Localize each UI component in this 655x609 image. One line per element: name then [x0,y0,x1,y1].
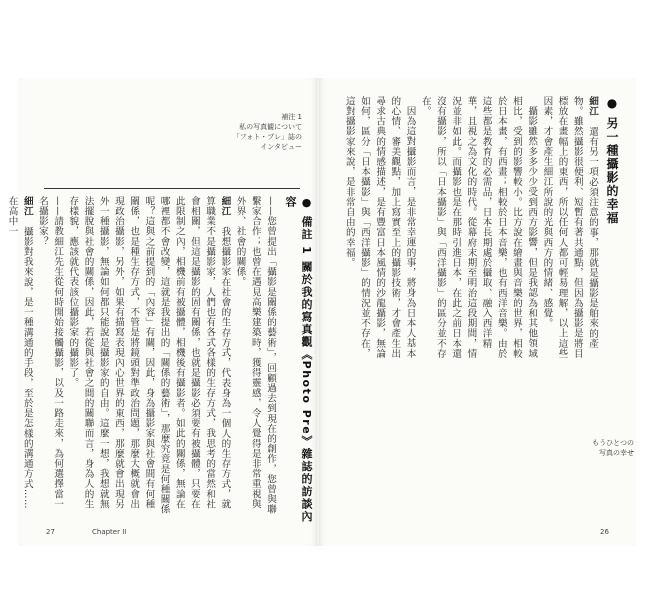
right-paragraph-2: 攝影雖然多多少少受到西方影響，但是我認為和其他領域相比，受到的影響較小。比方說在繪畫與音樂的世界，相較於日本畫，有西畫；相較於日本音樂，也有西洋音樂。由於這些都是教育的必需品，日本長期處於攝取、融入西洋精華，且視之為文化的時代。從幕府末期至明治這段期間，情況並非如此。而攝影也是在那時引進日本，在此之前日本還沒有攝影，所以「日本攝影」與「西洋攝影」的區分並不存在。 [419,96,538,359]
left-paragraph-4: 細江 攝影對我來說，是一種溝通的手段，至於是怎樣的溝通方式……在高中一 [6,196,33,510]
right-paragraph-1: 細江 還有另一項必須注意的事，那就是攝影是舶來的產物。雖然攝影很便利、短暫有著共通點，但因為攝影是將目標放在畫幅上的東西，所以任何人都可輕易理解，以上這些因素，才會產生細江所說的光與西方的情緒、感覺。 [541,96,598,359]
right-page-number: 26 [600,528,609,536]
left-rule [44,188,300,189]
left-chapter-label: Chapter II [92,528,127,536]
right-paragraph-3: 因為這對攝影而言，是非常幸運的事，將身為日本人基本的心情、審美觀點，加上寫實至上的攝影技術，才會產生出尋求古典的情感描述，是有豐富日本風情的沙龍攝影，無論如何，區分「日本攝影」與「西洋攝影」的情況並不存在，這對攝影家來說，是非常自由的幸福。 [343,96,416,359]
left-sidebar-note: 補注 1 私の写真観について 「フォト・プレ」誌の インタビュー [232,113,302,151]
right-page-body [343,96,600,368]
right-running-head: もうひとつの 写真の幸せ [592,439,634,457]
left-paragraph-1: ——您曾提出「攝影是關係的藝術」，回顧過去到現在的創作，您曾與聯繫家合作；也曾在遇見高樂建築時，獲得靈感，令人覺得是非常重視與外界、社會的關係。 [234,196,276,515]
left-page-body [6,196,278,518]
book-gutter [316,78,320,546]
right-section-heading: ● 另一種攝影的幸福 [605,96,619,226]
left-paragraph-2: 細江 我想攝影家在社會的生存方式，代表身為一個人的生存方式，就算職業不是攝影家，人們也有各式各樣的生存方式，我思考的當然和社會相關，但這是攝影的固有關係，也就是攝影必須要有被攝體，只要在此限制之內，相機前有被攝體，相機後有攝影者。如此的關係，無論在哪裡都不會改變，這就是我提出的「關係的藝術」，那麼究竟是何種關係呢？這與之前提到的「內容」有關，因此，身為攝影家與社會間有何種關係，也是種生存方式，不管是將鏡頭對準政治問題，那麼大概就會出現政治攝影，另外，如果有描寫表現內心世界的東西，那麼就會出現另外一種攝影，無論如何都只能說是攝影家的自由。這麼一想，我想就無法擺脫與社會的關係，因此，若從與社會之間的關聯而言，身為人的生存樣貌，應該就代表該位攝影家的攝影了。 [67,196,231,515]
left-page-number: 27 [46,528,55,536]
left-section-heading: ● 備註 1 關於我的寫真觀《Photo Pre》雜誌的訪談內容 [284,196,313,523]
left-paragraph-3: ——請教細江先生從何時開始接觸攝影，以及一路走來，為何選擇當一名攝影家？ [36,196,64,510]
